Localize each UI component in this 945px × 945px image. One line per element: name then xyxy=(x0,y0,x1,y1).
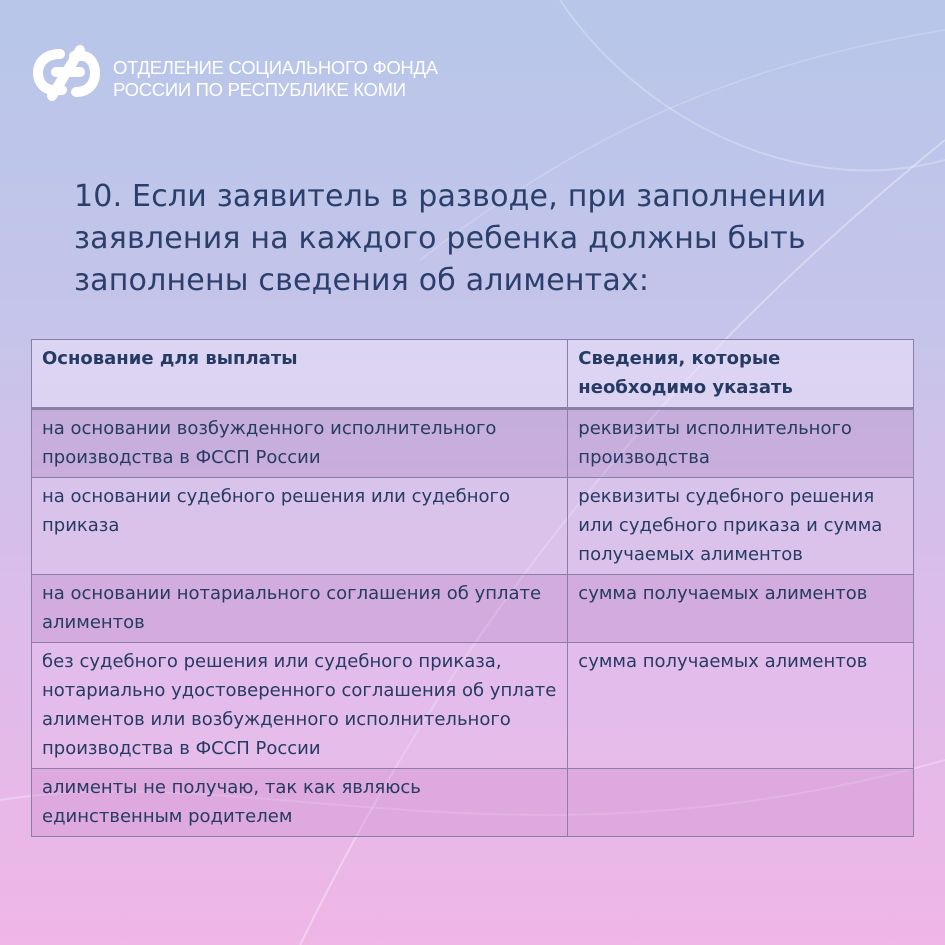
table-cell-details: сумма получаемых алиментов xyxy=(568,575,914,643)
table-cell-basis: на основании нотариального соглашения об уплате алиментов xyxy=(32,575,568,643)
sfr-logo-icon xyxy=(30,44,102,102)
table-cell-details: реквизиты исполнительного производства xyxy=(568,409,914,478)
table-cell-details: реквизиты судебного решения или судебного приказа и сумма получаемых алиментов xyxy=(568,478,914,575)
organization-name-line1: ОТДЕЛЕНИЕ СОЦИАЛЬНОГО ФОНДА xyxy=(113,57,438,78)
table-cell-basis: на основании возбужденного исполнительного производства в ФССП России xyxy=(32,409,568,478)
table-row xyxy=(32,769,914,837)
table-header-row xyxy=(32,340,914,409)
heading-line1: 10. Если заявитель в разводе, при заполнении xyxy=(74,179,827,214)
table-cell-details: сумма получаемых алиментов xyxy=(568,643,914,769)
organization-name xyxy=(113,57,438,101)
table-row xyxy=(32,575,914,643)
table-cell-basis: на основании судебного решения или судебного приказа xyxy=(32,478,568,575)
table-cell-basis: алименты не получаю, так как являюсь единственным родителем xyxy=(32,769,568,837)
table-cell-basis: без судебного решения или судебного приказа, нотариально удостоверенного соглашения об уплате алиментов или возбужденного исполнительного производства в ФССП России xyxy=(32,643,568,769)
table-row xyxy=(32,643,914,769)
alimony-info-table xyxy=(31,339,914,837)
table-row xyxy=(32,478,914,575)
header-basis: Основание для выплаты xyxy=(32,340,568,409)
page-heading xyxy=(74,176,914,302)
table-cell-details xyxy=(568,769,914,837)
heading-line3: заполнены сведения об алиментах: xyxy=(74,263,650,298)
table-row xyxy=(32,409,914,478)
header-details: Сведения, которые необходимо указать xyxy=(568,340,914,409)
heading-line2: заявления на каждого ребенка должны быть xyxy=(74,221,806,256)
organization-name-line2: РОССИИ ПО РЕСПУБЛИКЕ КОМИ xyxy=(113,79,406,100)
